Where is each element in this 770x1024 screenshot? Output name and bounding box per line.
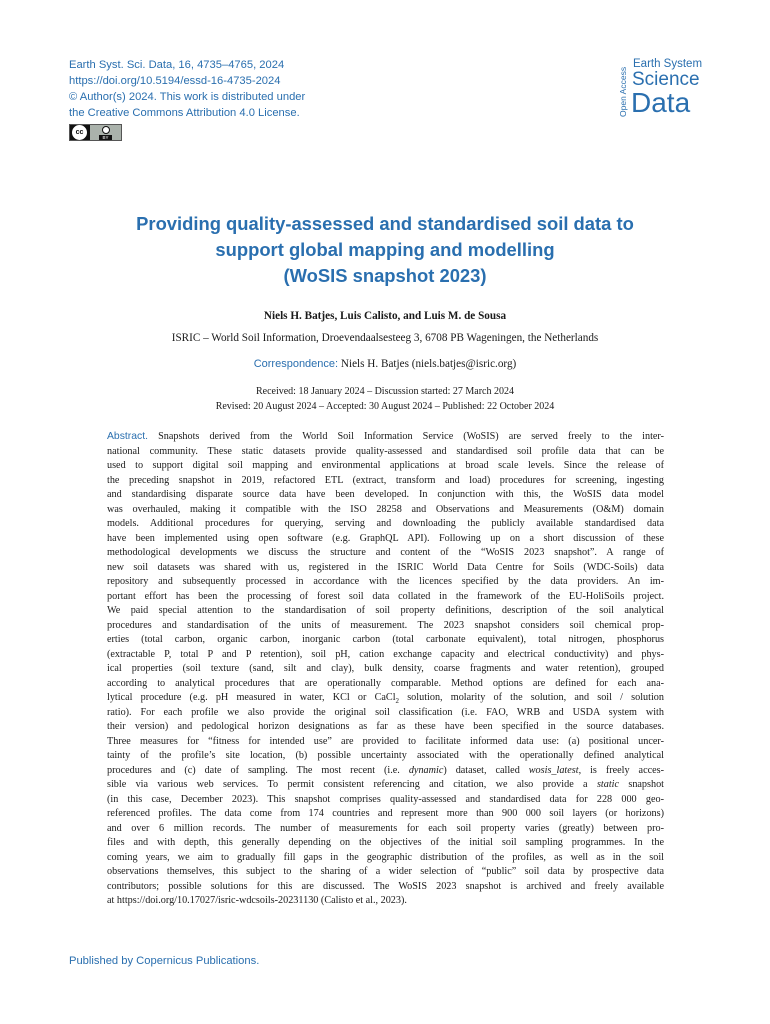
abstract-line: repository and subsequently processed in accordance with the licences specified by the data providers. An im- bbox=[107, 576, 664, 587]
abstract-text: , is freely acces- bbox=[578, 764, 665, 776]
correspondence bbox=[0, 357, 770, 371]
by-attribution-icon bbox=[90, 125, 121, 140]
emphasis: wosis_latest bbox=[528, 764, 579, 776]
abstract-line: methodological developments we discuss the structure and content of the “WoSIS 2023 snapshot”. A range of bbox=[107, 547, 664, 558]
abstract-line: ical properties (soil texture (sand, silt and clay), bulk density, coarse fragments and water retention), grouped bbox=[107, 663, 664, 674]
abstract-line: Three measures for “fitness for intended use” are provided to facilitate informed data use: (a) positional uncer- bbox=[107, 735, 664, 747]
dates-line-published: Revised: 20 August 2024 – Accepted: 30 August 2024 – Published: 22 October 2024 bbox=[215, 401, 555, 412]
abstract-line: files and with depth, this generally depending on the objectives of the initial soil sampling programmes. In the bbox=[107, 837, 664, 848]
abstract-line bbox=[107, 691, 664, 706]
person-icon bbox=[102, 126, 110, 134]
abstract-line: coming years, we aim to gradually fill gaps in the geographic distribution of the profiles, as well as in the soil bbox=[107, 851, 664, 863]
abstract-label: Abstract. bbox=[107, 431, 148, 442]
emphasis: static bbox=[596, 779, 620, 790]
abstract-line: referenced profiles. The data come from 174 countries and represent more than 900 000 soil layers (or horizons) bbox=[107, 808, 664, 819]
citation-doi-link[interactable]: https://doi.org/10.5194/essd-16-4735-2024 bbox=[69, 75, 281, 87]
correspondence-text: Niels H. Batjes (niels.batjes@isric.org) bbox=[340, 358, 517, 370]
title-line: Providing quality-assessed and standardised soil data to bbox=[136, 213, 634, 234]
publication-dates bbox=[0, 384, 770, 414]
abstract-line bbox=[107, 430, 664, 445]
journal-logo bbox=[618, 57, 708, 117]
abstract-line: procedures and standardisation of the units of measurement. The 2023 snapshot considers soil chemical prop- bbox=[107, 619, 664, 631]
abstract-line: portant effort has been the processing of forest soil data collated in the framework of the EU-HoliSoils project. bbox=[107, 590, 664, 602]
citation-copyright: © Author(s) 2024. This work is distributed under bbox=[69, 91, 306, 103]
abstract-text: solution, molarity of the solution, and soil / solution bbox=[399, 692, 664, 703]
affiliation: ISRIC – World Soil Information, Droevendaalsesteeg 3, 6708 PB Wageningen, the Netherlands bbox=[171, 332, 599, 344]
correspondence-label: Correspondence: bbox=[253, 358, 339, 370]
abstract-line: at https://doi.org/10.17027/isric-wdcsoils-20231130 (Calisto et al., 2023). bbox=[107, 895, 407, 906]
open-access-label: Open Access bbox=[618, 66, 628, 117]
dates-line-received: Received: 18 January 2024 – Discussion started: 27 March 2024 bbox=[255, 386, 514, 397]
abstract-text: procedures and (c) date of sampling. The most recent (i.e. bbox=[107, 764, 400, 776]
abstract-line bbox=[107, 778, 664, 793]
abstract-line bbox=[107, 764, 664, 779]
abstract-text: ) dataset, called bbox=[443, 764, 529, 776]
abstract-text: lytical procedure (e.g. pH measured in water, KCl or CaCl bbox=[107, 692, 396, 703]
citation-license-link[interactable]: the Creative Commons Attribution 4.0 License. bbox=[69, 107, 300, 119]
abstract-line: national community. These static datasets provide quality-assessed and standardised soil profile data that can be bbox=[107, 445, 664, 457]
abstract-line: their version) and pedological horizon designations as far as these have been specified in the source databases. bbox=[107, 721, 664, 732]
abstract-line: erties (total carbon, organic carbon, inorganic carbon (total carbonate equivalent), total nitrogen, phosphorus bbox=[107, 634, 664, 645]
abstract-line: and over 6 million records. The number of measurements for each soil property varies (greatly) between pro- bbox=[107, 822, 664, 834]
journal-logo-line3: Data bbox=[631, 87, 691, 118]
abstract bbox=[107, 430, 664, 909]
abstract-line: new soil datasets was shared with us, registered in the ISRIC World Data Centre for Soils (WDC-Soils) data bbox=[107, 561, 664, 573]
abstract-line: used to support digital soil mapping and environmental applications at broad scale levels. Since the release of bbox=[107, 460, 664, 471]
title-line: support global mapping and modelling bbox=[215, 239, 555, 260]
abstract-text: Snapshots derived from the World Soil Information Service (WoSIS) are served freely to the inter- bbox=[158, 431, 664, 442]
paper-title bbox=[60, 211, 710, 289]
abstract-line: tainty of the profile’s site location, (b) possible uncertainty associated with the operationally defined analytical bbox=[107, 750, 664, 761]
citation-block bbox=[69, 57, 369, 121]
abstract-line: the preceding snapshot in 2019, refactored ETL (extract, transform and load) procedures for screening, ingesting bbox=[107, 474, 664, 486]
cc-by-license-badge[interactable] bbox=[69, 124, 122, 141]
abstract-line: according to analytical procedures that are operationally comparable. Method options are defined for each ana- bbox=[107, 677, 664, 689]
abstract-line: was overhauled, making it compatible with the ISO 28258 and Observations and Measurements (O&M) domain bbox=[107, 503, 664, 515]
journal-logo-line1: Earth System bbox=[633, 58, 703, 70]
journal-logo-line2: Science bbox=[632, 69, 700, 90]
abstract-line: We paid special attention to the standardisation of soil property definitions, description of the soil analytical bbox=[107, 605, 664, 616]
abstract-text: snapshot bbox=[619, 779, 665, 790]
by-label: BY bbox=[99, 135, 111, 140]
cc-icon: cc bbox=[72, 125, 87, 140]
abstract-line: (extractable P, total P and P retention), soil pH, cation exchange capacity and electrical conductivity) and phys- bbox=[107, 648, 664, 660]
abstract-line: contributors; possible solutions for this are discussed. The WoSIS 2023 snapshot is archived and freely available bbox=[107, 880, 664, 892]
emphasis: dynamic bbox=[408, 764, 444, 776]
abstract-line: have been implemented using open software (e.g. GraphQL API). Following up on a short discussion of these bbox=[107, 532, 664, 544]
abstract-line: models. Additional procedures for querying, serving and downloading the publicly available standardised data bbox=[107, 518, 664, 529]
citation-journal: Earth Syst. Sci. Data, 16, 4735–4765, 2024 bbox=[69, 59, 285, 71]
abstract-line: observations themselves, this subject to the sharing of a wider selection of “public” soil data by prospective data bbox=[107, 866, 664, 877]
abstract-line: and standardising disparate source data have been developed. In conjunction with this, the WoSIS data model bbox=[107, 489, 664, 500]
subscript: 2 bbox=[395, 697, 400, 706]
publisher-footer[interactable]: Published by Copernicus Publications. bbox=[69, 955, 260, 967]
title-line: (WoSIS snapshot 2023) bbox=[283, 265, 487, 286]
abstract-text: sible via various web services. To permit consistent referencing and citation, we also provide a bbox=[107, 779, 588, 790]
abstract-line: ratio). For each profile we also provide the original soil classification (i.e. FAO, WRB and USDA system with bbox=[107, 706, 664, 718]
abstract-line: (in this case, December 2023). This snapshot comprises quality-assessed and standardised data for 228 000 geo- bbox=[107, 793, 664, 805]
author-list: Niels H. Batjes, Luis Calisto, and Luis M. de Sousa bbox=[263, 310, 507, 322]
